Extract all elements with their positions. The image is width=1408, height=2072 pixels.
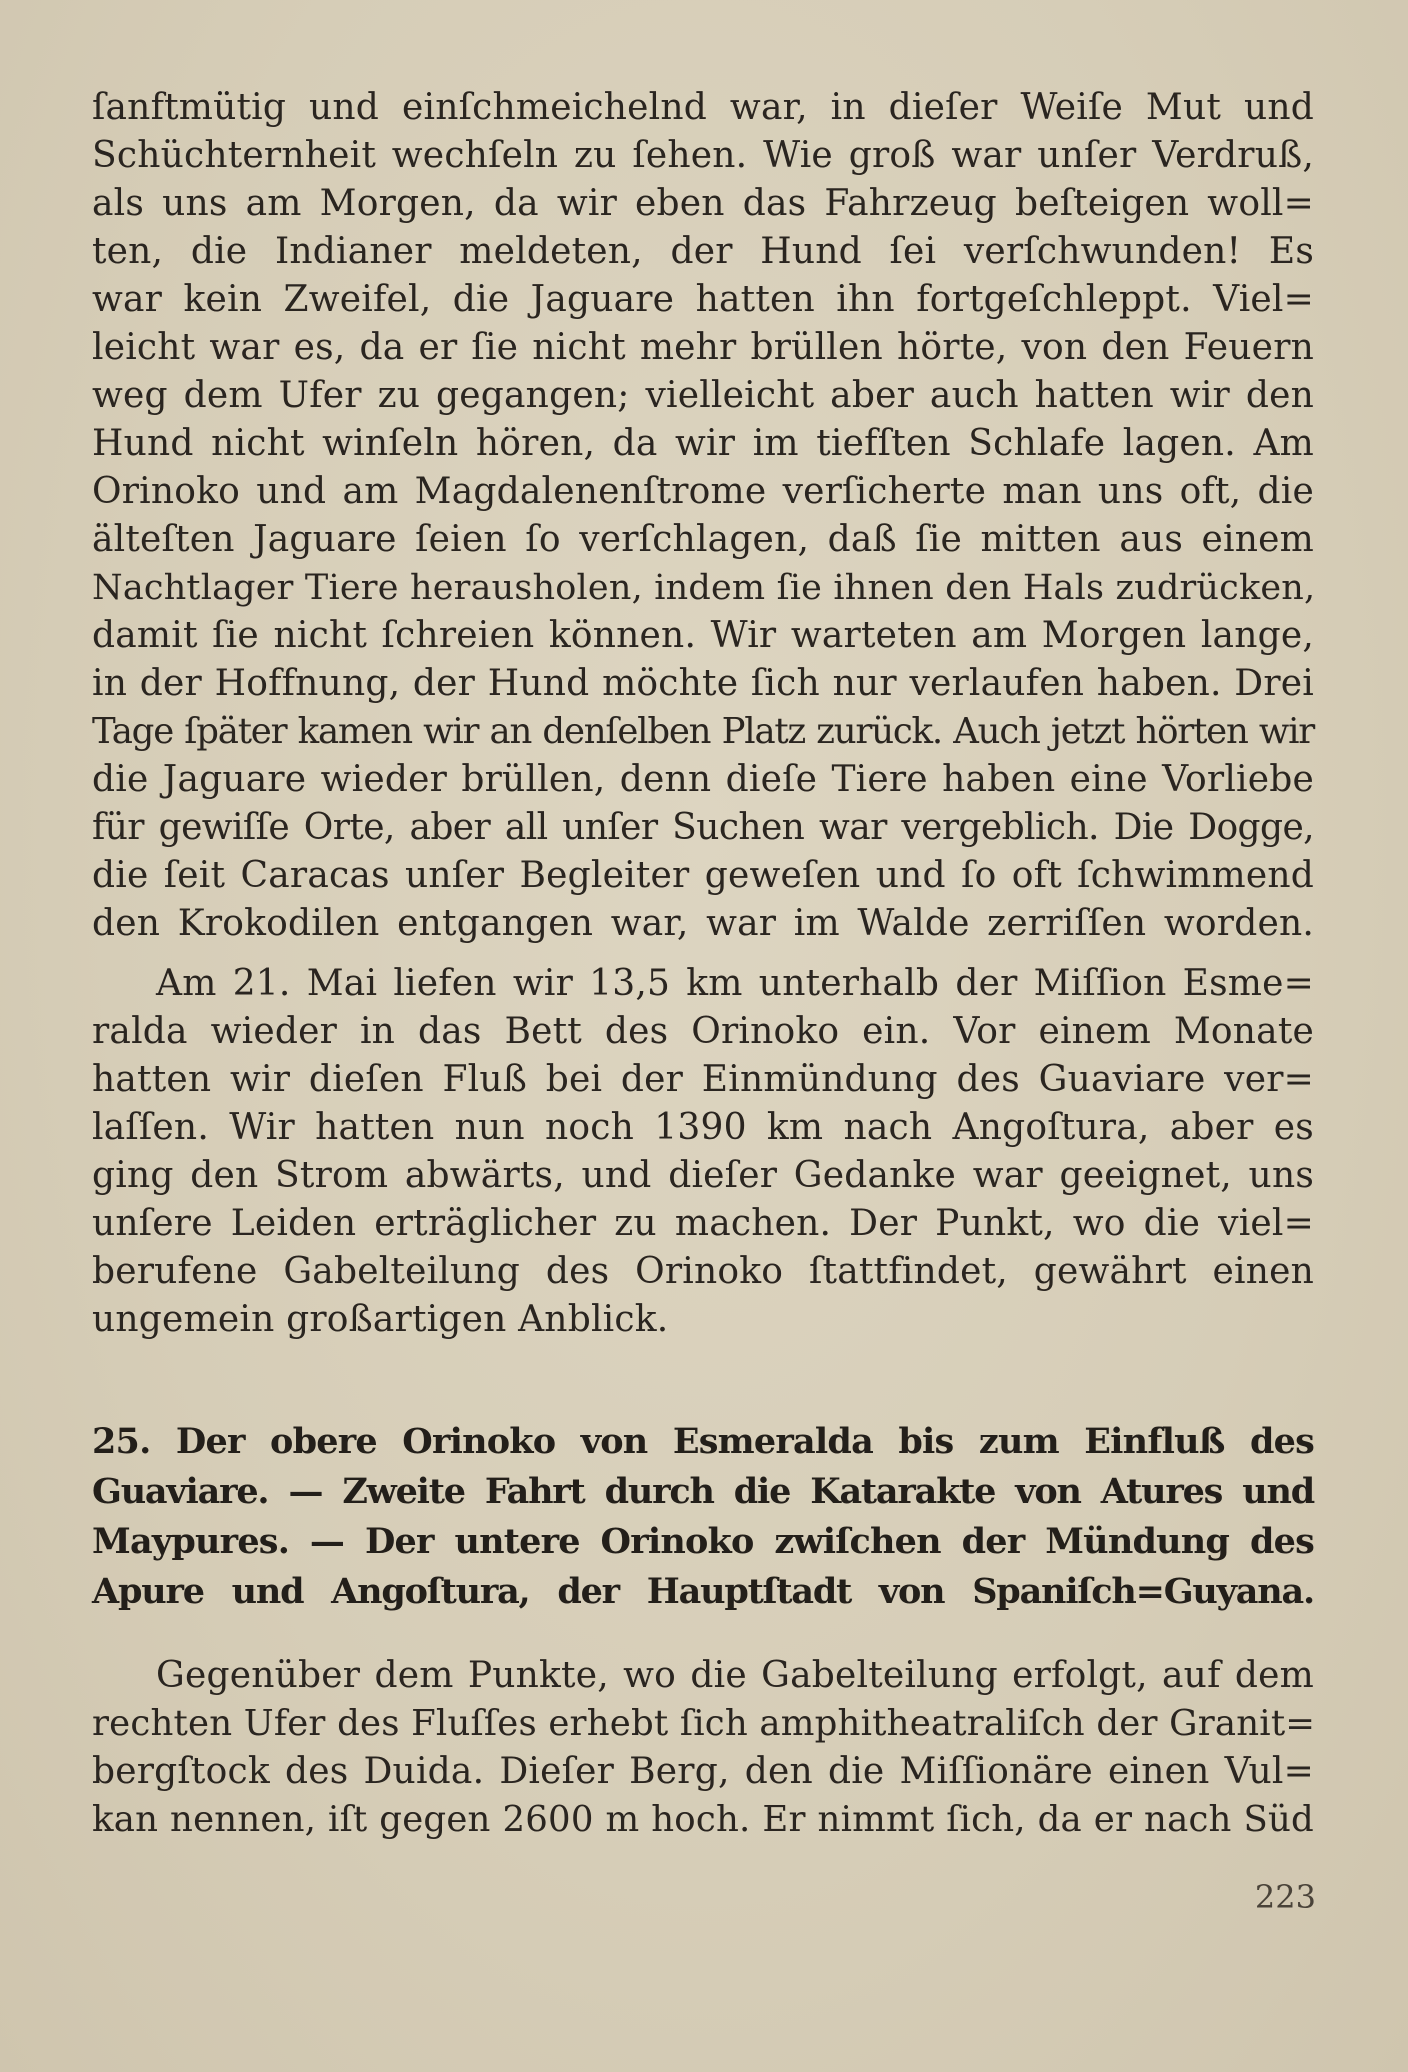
heading-line: Maypures. — Der untere Orinoko zwiſchen der Mündung des — [92, 1521, 1314, 1562]
text-line: Am 21. Mai liefen wir 13,5 km unterhalb der Miſſion Esme= — [156, 963, 1314, 1004]
page-number: 223 — [1254, 1878, 1316, 1916]
text-line: Gegenüber dem Punkte, wo die Gabelteilung erfolgt, auf dem — [156, 1655, 1314, 1696]
text-line: ging den Strom abwärts, und dieſer Gedanke war geeignet, uns — [92, 1155, 1314, 1196]
text-line: ten, die Indianer meldeten, der Hund ſei verſchwunden! Es — [92, 231, 1314, 272]
text-line: älteſten Jaguare ſeien ſo verſchlagen, daß ſie mitten aus einem — [92, 519, 1314, 560]
text-line: laſſen. Wir hatten nun noch 1390 km nach Angoſtura, aber es — [92, 1107, 1314, 1148]
heading-line: 25. Der obere Orinoko von Esmeralda bis zum Einfluß des — [92, 1421, 1314, 1462]
text-line: den Krokodilen entgangen war, war im Walde zerriſſen worden. — [92, 903, 1314, 944]
heading-line: Guaviare. — Zweite Fahrt durch die Katarakte von Atures und — [92, 1471, 1314, 1512]
text-line: die ſeit Caracas unſer Begleiter geweſen und ſo oft ſchwimmend — [92, 855, 1314, 896]
text-line: leicht war es, da er ſie nicht mehr brüllen hörte, von den Feuern — [92, 327, 1314, 368]
text-line: Schüchternheit wechſeln zu ſehen. Wie groß war unſer Verdruß, — [92, 135, 1314, 176]
text-line: unſere Leiden erträglicher zu machen. Der Punkt, wo die viel= — [92, 1203, 1314, 1244]
text-line: weg dem Ufer zu gegangen; vielleicht aber auch hatten wir den — [92, 375, 1314, 416]
text-line: damit ſie nicht ſchreien können. Wir warteten am Morgen lange, — [92, 615, 1314, 656]
text-line: ralda wieder in das Bett des Orinoko ein. Vor einem Monate — [92, 1011, 1314, 1052]
text-line: rechten Ufer des Fluſſes erhebt ſich amphitheatraliſch der Granit= — [92, 1703, 1316, 1744]
text-line: die Jaguare wieder brüllen, denn dieſe Tiere haben eine Vorliebe — [92, 759, 1314, 800]
text-line: Hund nicht winſeln hören, da wir im tiefſten Schlafe lagen. Am — [92, 423, 1314, 464]
text-line: Orinoko und am Magdalenenſtrome verſicherte man uns oft, die — [92, 471, 1314, 512]
text-line: ſanftmütig und einſchmeichelnd war, in dieſer Weiſe Mut und — [92, 87, 1314, 128]
text-line: bergſtock des Duida. Dieſer Berg, den die Miſſionäre einen Vul= — [92, 1751, 1314, 1792]
text-line: in der Hoffnung, der Hund möchte ſich nur verlaufen haben. Drei — [92, 663, 1314, 704]
text-line: Tage ſpäter kamen wir an denſelben Platz zurück. Auch jetzt hörten wir — [92, 711, 1314, 752]
text-line: ungemein großartigen Anblick. — [92, 1299, 669, 1340]
text-line: war kein Zweifel, die Jaguare hatten ihn fortgeſchleppt. Viel= — [92, 279, 1314, 320]
text-line: als uns am Morgen, da wir eben das Fahrzeug beſteigen woll= — [92, 183, 1314, 224]
text-line: Nachtlager Tiere herausholen, indem ſie ihnen den Hals zudrücken, — [92, 568, 1316, 608]
heading-line: Apure und Angoſtura, der Hauptſtadt von Spaniſch=Guyana. — [92, 1571, 1314, 1612]
text-line: kan nennen, iſt gegen 2600 m hoch. Er nimmt ſich, da er nach Süd — [92, 1799, 1314, 1840]
text-line: für gewiſſe Orte, aber all unſer Suchen war vergeblich. Die Dogge, — [92, 807, 1314, 848]
text-line: berufene Gabelteilung des Orinoko ſtattfindet, gewährt einen — [92, 1251, 1314, 1292]
text-line: hatten wir dieſen Fluß bei der Einmündung des Guaviare ver= — [92, 1059, 1314, 1100]
